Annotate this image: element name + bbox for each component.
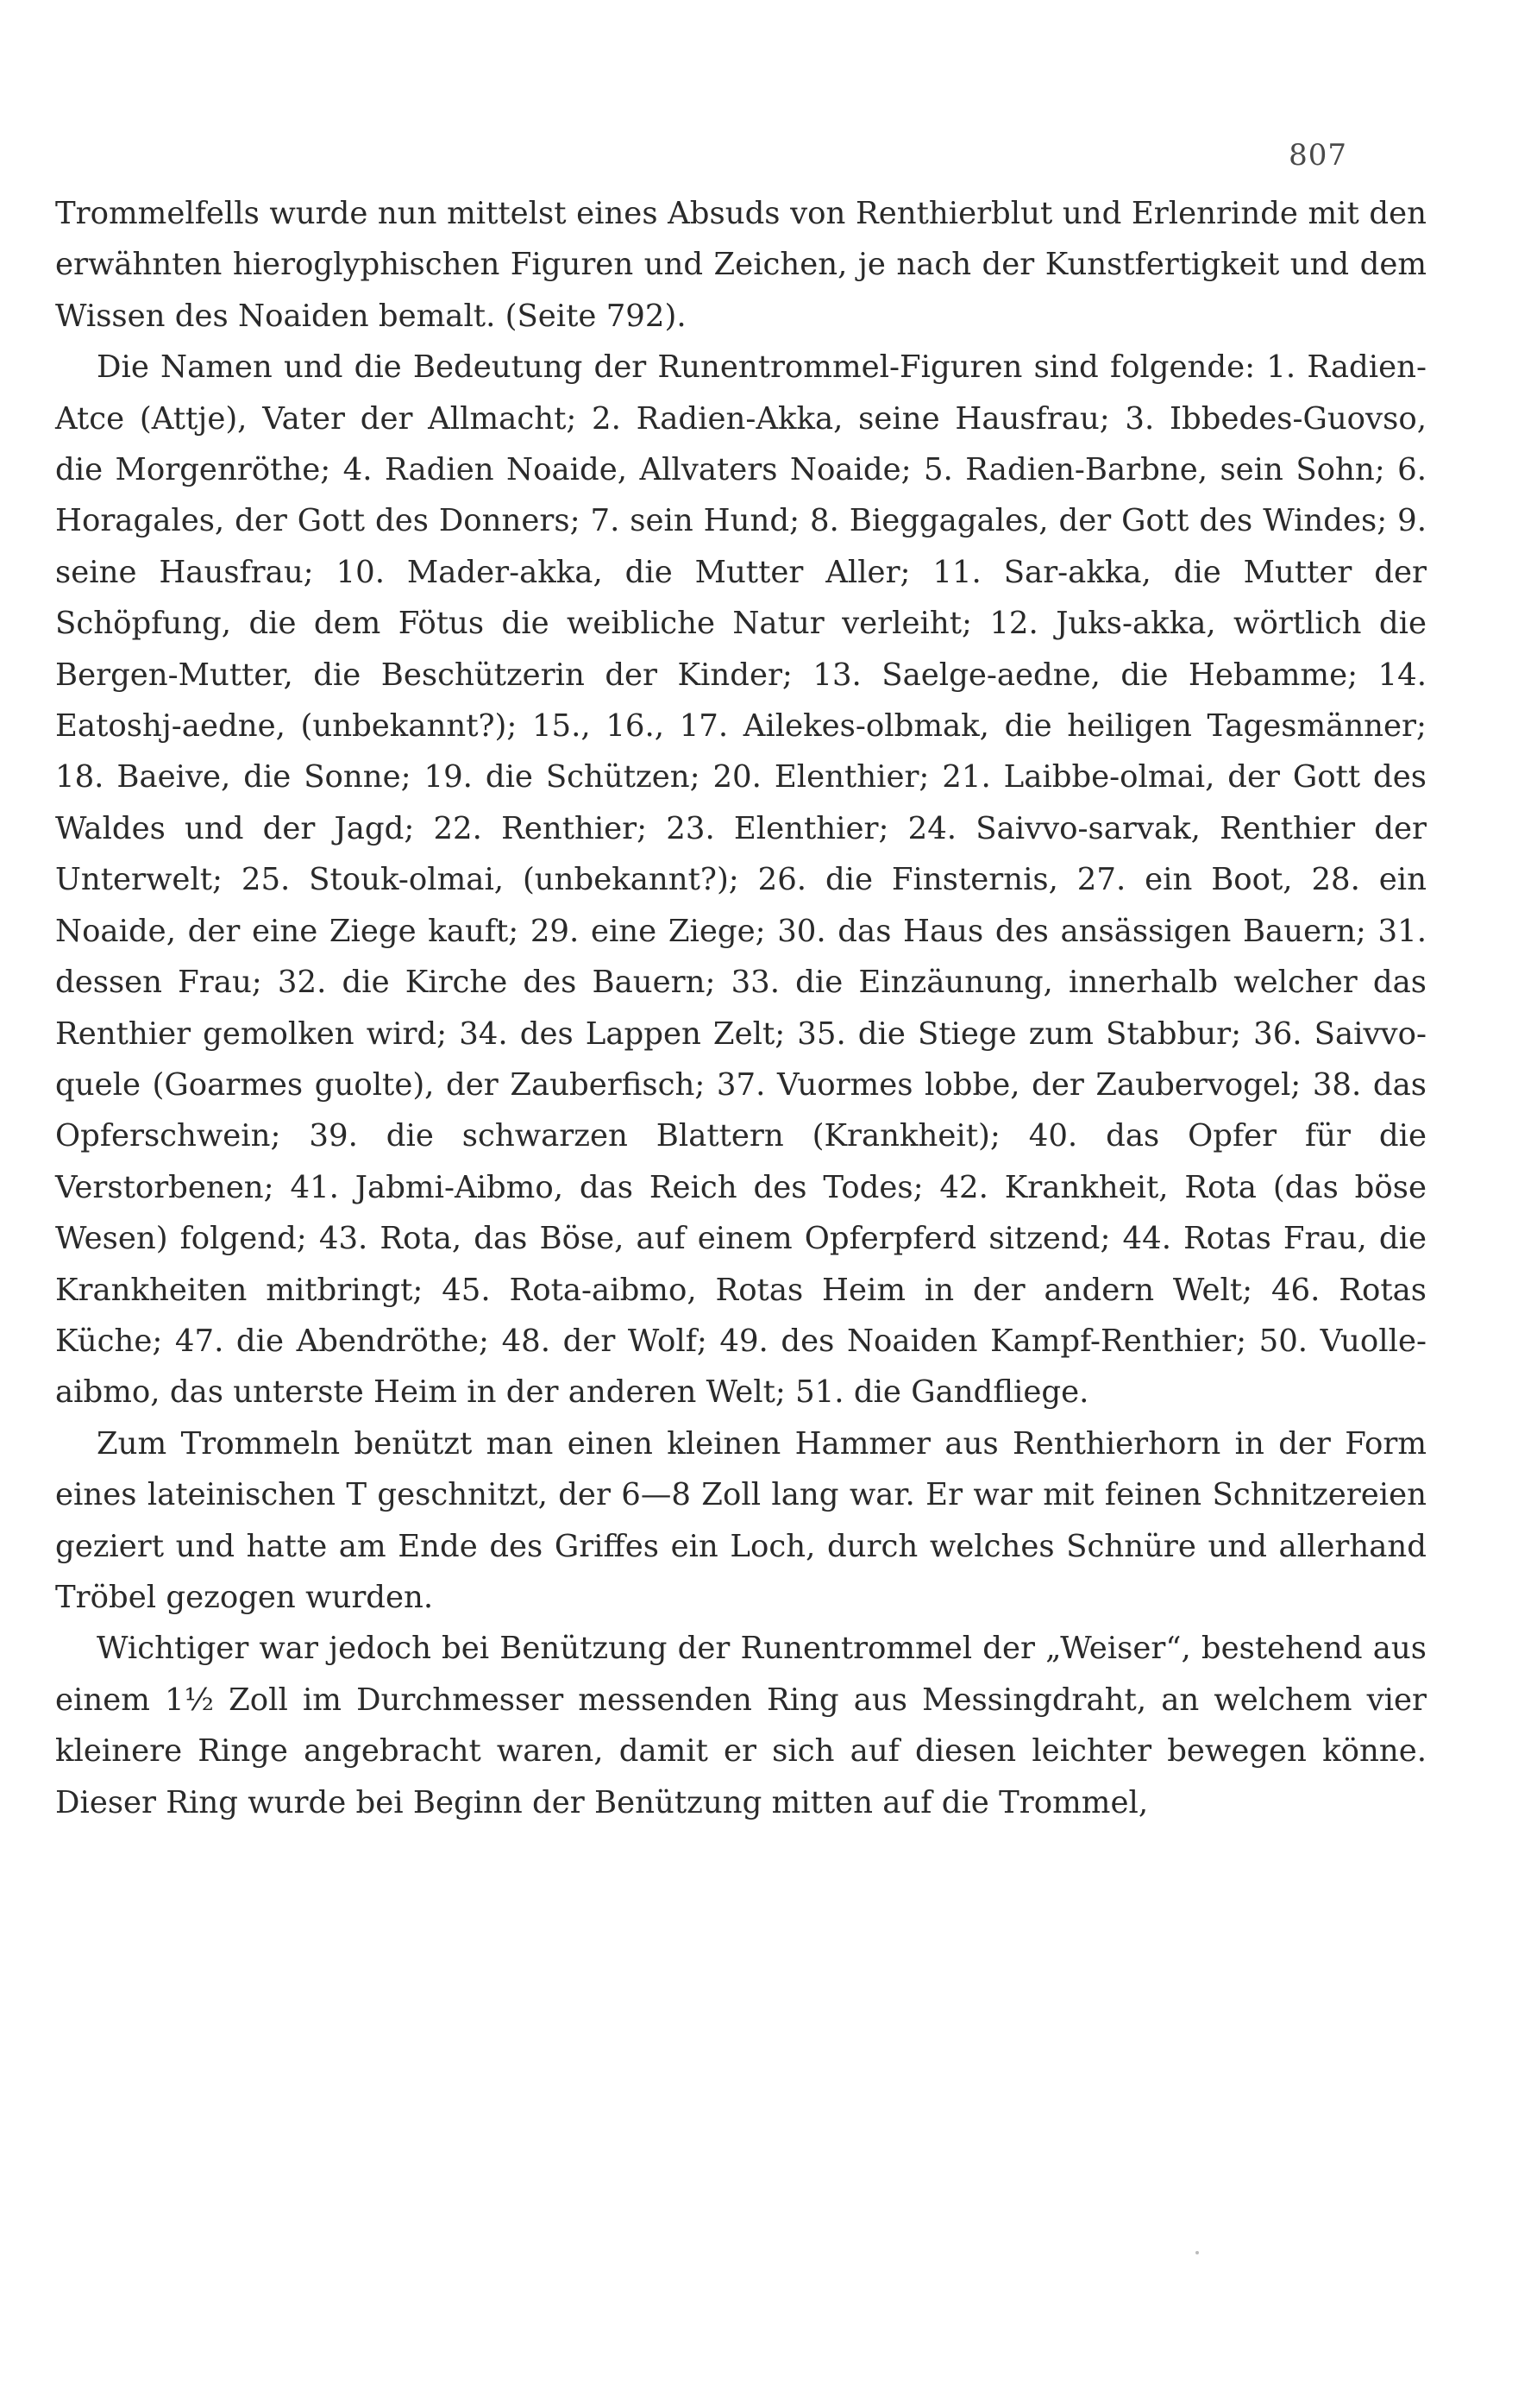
- paragraph: Trommelfells wurde nun mittelst eines Absuds von Renthierblut und Erlenrinde mit den erwähnten hieroglyphischen Figuren und Zeichen, je nach der Kunstfertigkeit und dem Wissen des Noaiden bemalt. (Seite 792).: [55, 196, 1427, 334]
- paragraph: Zum Trommeln benützt man einen kleinen Hammer aus Renthierhorn in der Form eines lateinischen T geschnitzt, der 6—8 Zoll lang war. Er war mit feinen Schnitzereien geziert und hatte am Ende des Griffes ein Loch, durch welches Schnüre und allerhand Tröbel gezogen wurden.: [55, 1425, 1427, 1615]
- page-number: 807: [1289, 138, 1347, 173]
- paragraph: Die Namen und die Bedeutung der Runentrommel-Figuren sind folgende: 1. Radien-Atce (Attje), Vater der Allmacht; 2. Radien-Akka, seine Hausfrau; 3. Ibbedes-Guovso, die Morgenröthe; 4. Radien Noaide, Allvaters Noaide; 5. Radien-Barbne, sein Sohn; 6. Horagales, der Gott des Donners; 7. sein Hund; 8. Bieggagales, der Gott des Windes; 9. seine Hausfrau; 10. Mader-akka, die Mutter Aller; 11. Sar-akka, die Mutter der Schöpfung, die dem Fötus die weibliche Natur verleiht; 12. Juks-akka, wörtlich die Bergen-Mutter, die Beschützerin der Kinder; 13. Saelge-aedne, die Hebamme; 14. Eatoshj-aedne, (unbekannt?); 15., 16., 17. Ailekes-olbmak, die heiligen Tagesmänner; 18. Baeive, die Sonne; 19. die Schützen; 20. Elenthier; 21. Laibbe-olmai, der Gott des Waldes und der Jagd; 22. Renthier; 23. Elenthier; 24. Saivvo-sarvak, Renthier der Unterwelt; 25. Stouk-olmai, (unbekannt?); 26. die Finsternis, 27. ein Boot, 28. ein Noaide, der eine Ziege kauft; 29. eine Ziege; 30. das Haus des ansässigen Bauern; 31. dessen Frau; 32. die Kirche des Bauern; 33. die Einzäunung, innerhalb welcher das Renthier gemolken wird; 34. des Lappen Zelt; 35. die Stiege zum Stabbur; 36. Saivvo-quele (Goarmes guolte), der Zauberfisch; 37. Vuormes lobbe, der Zaubervogel; 38. das Opferschwein; 39. die schwarzen Blattern (Krankheit); 40. das Opfer für die Verstorbenen; 41. Jabmi-Aibmo, das Reich des Todes; 42. Krankheit, Rota (das böse Wesen) folgend; 43. Rota, das Böse, auf einem Opferpferd sitzend; 44. Rotas Frau, die Krankheiten mitbringt; 45. Rota-aibmo, Rotas Heim in der andern Welt; 46. Rotas Küche; 47. die Abendröthe; 48. der Wolf; 49. des Noaiden Kampf-Renthier; 50. Vuolle-aibmo, das unterste Heim in der anderen Welt; 51. die Gandfliege.: [55, 349, 1427, 1411]
- paragraph: Wichtiger war jedoch bei Benützung der Runentrommel der „Weiser“, bestehend aus einem 1½ Zoll im Durchmesser messenden Ring aus Messingdraht, an welchem vier kleinere Ringe angebracht waren, damit er sich auf diesen leichter bewegen könne. Dieser Ring wurde bei Beginn der Benützung mitten auf die Trommel,: [55, 1631, 1427, 1820]
- body-text: [55, 188, 1427, 1828]
- print-speck: [1195, 2251, 1199, 2254]
